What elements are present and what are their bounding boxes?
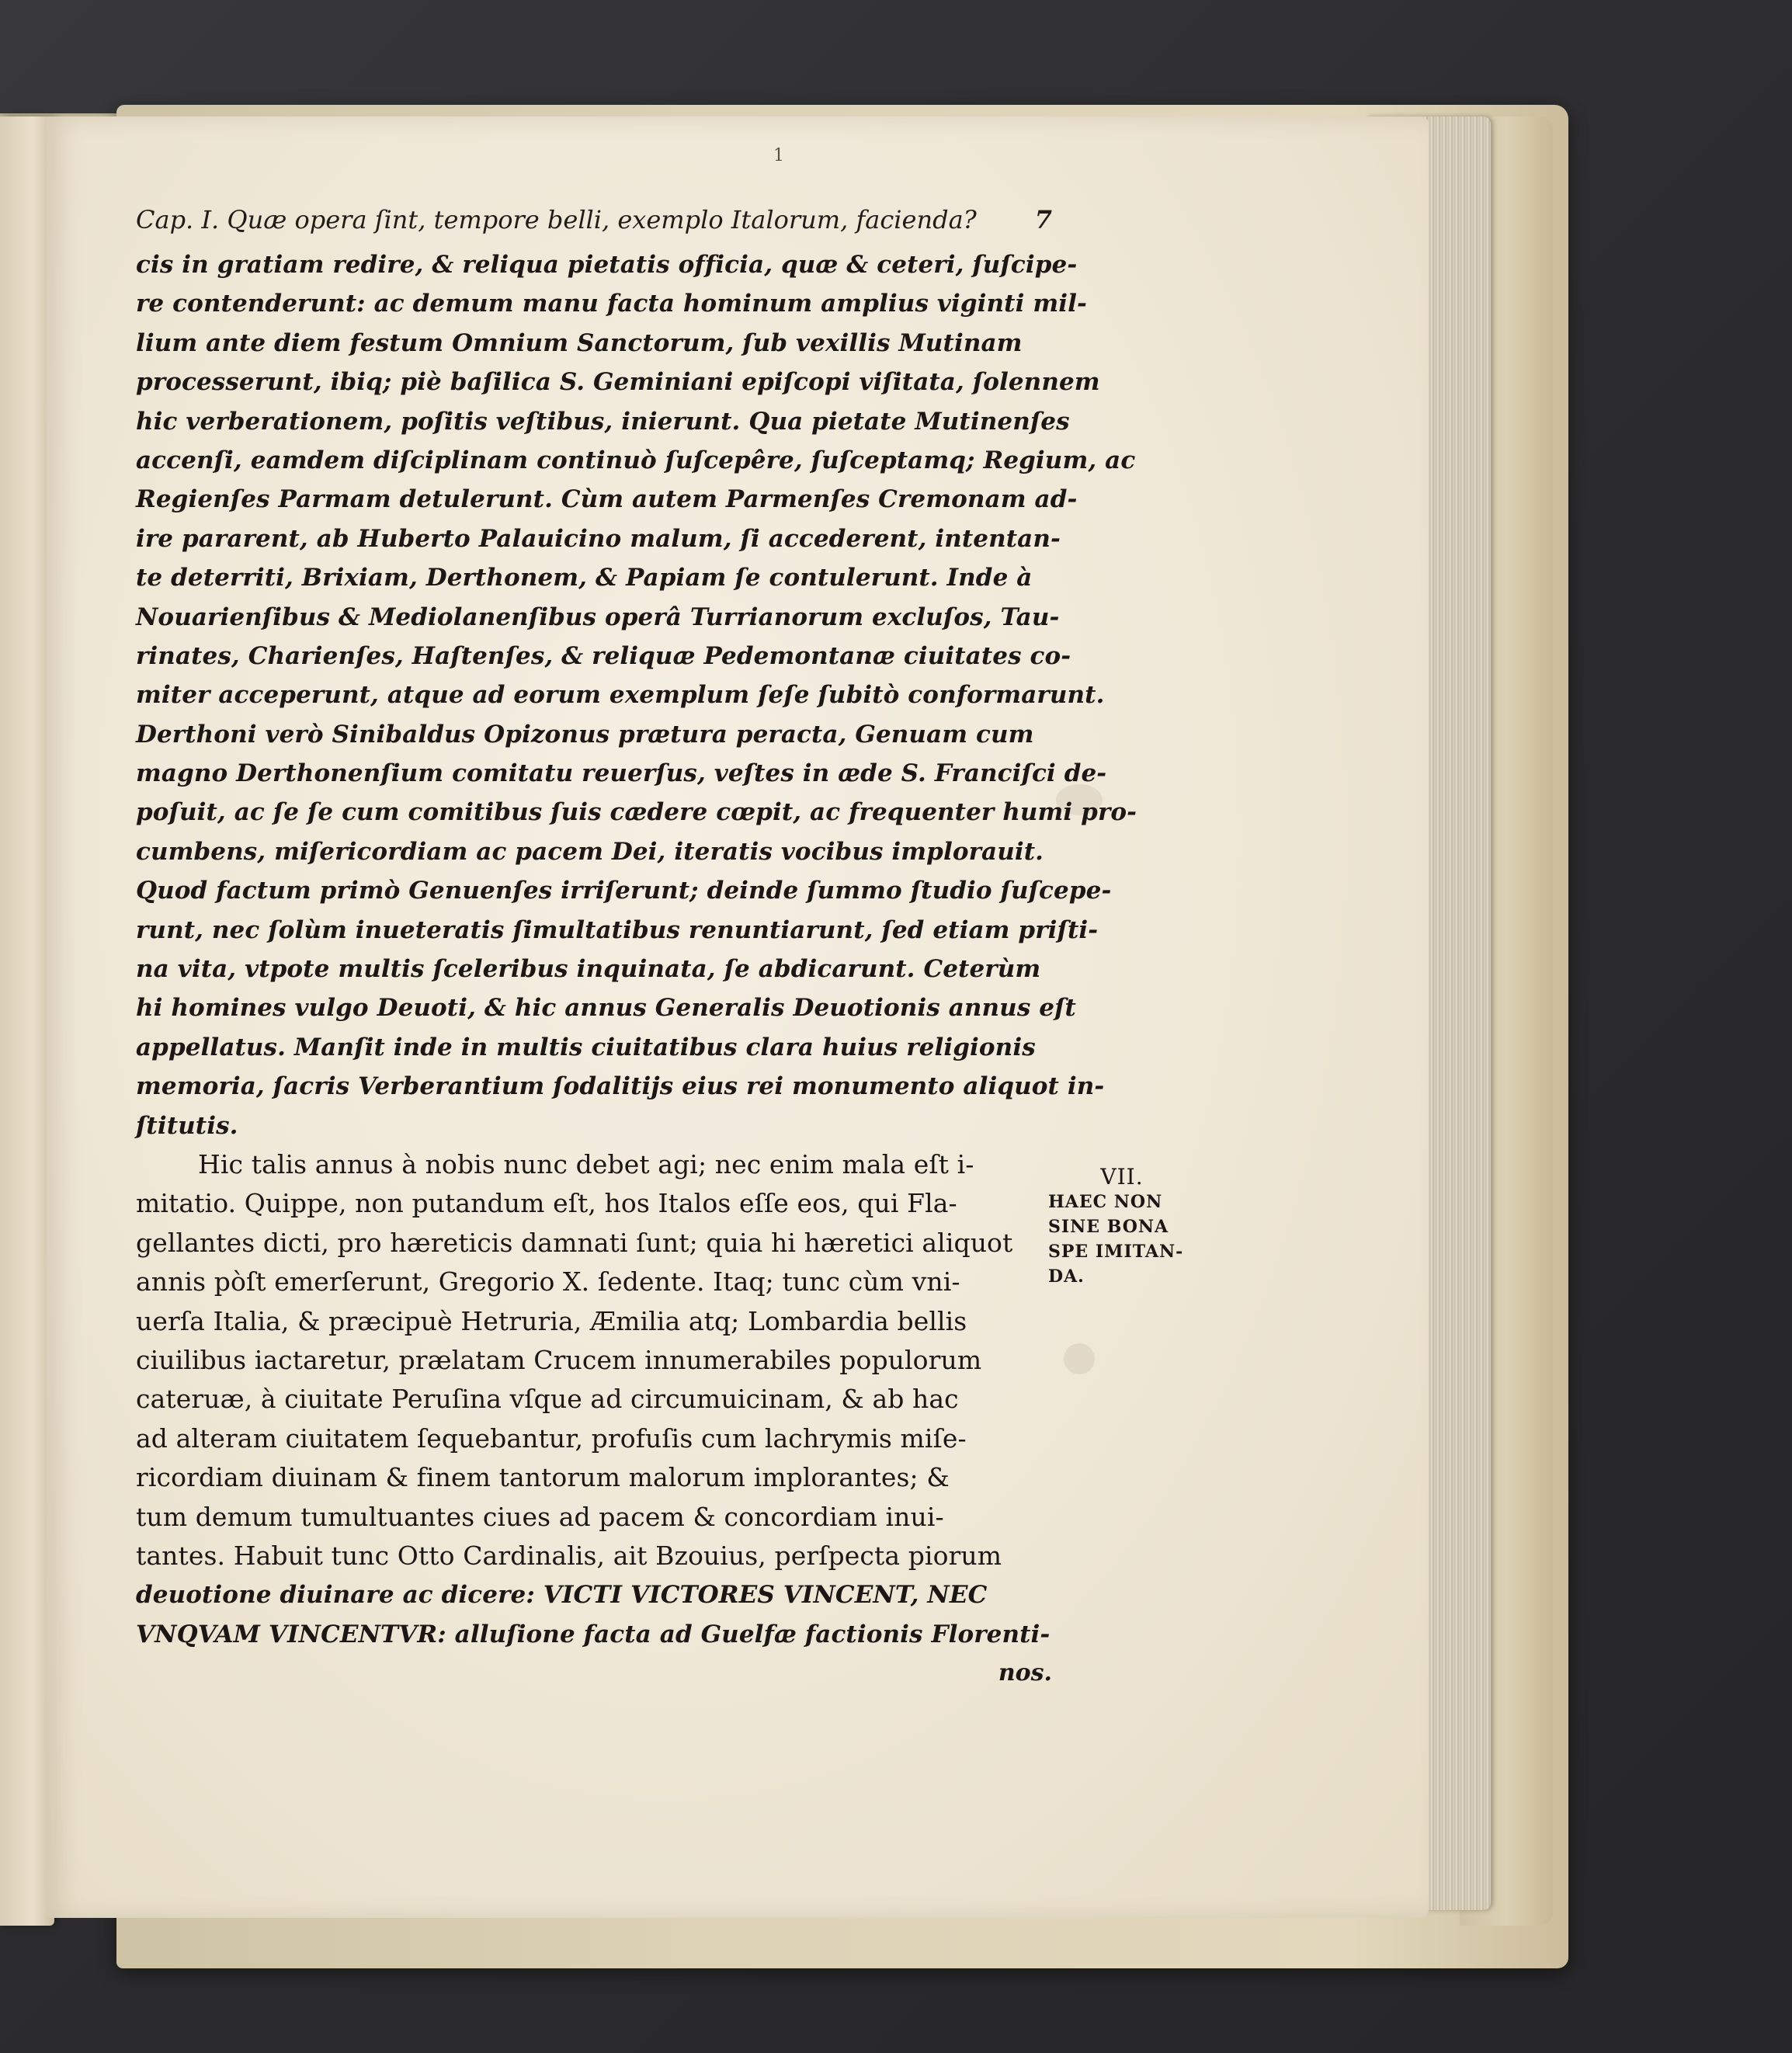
catchword: nos. bbox=[998, 1659, 1052, 1687]
text-line: ſtitutis. bbox=[136, 1111, 238, 1140]
text-line: lium ante diem festum Omnium Sanctorum, ſub vexillis Mutinam bbox=[136, 328, 1023, 357]
text-line: ciuilibus iactaretur, prælatam Crucem innumerabiles populorum bbox=[136, 1344, 982, 1375]
text-line: hic verberationem, poſitis veſtibus, inierunt. Qua pietate Mutinenſes bbox=[136, 407, 1070, 436]
text-line: processerunt, ibiq; piè baſilica S. Geminiani epiſcopi viſitata, ſolennem bbox=[136, 368, 1100, 397]
text-line: gellantes dicti, pro hæreticis damnati ſunt; quia hi hæretici aliquot bbox=[136, 1227, 1013, 1258]
text-line: ire pararent, ab Huberto Palauicino malum, ſi accederent, intentan- bbox=[136, 524, 1061, 553]
text-line: Derthoni verò Sinibaldus Opizonus prætura peracta, Genuam cum bbox=[136, 720, 1034, 749]
text-line: runt, nec ſolùm inueteratis ſimultatibus renuntiarunt, ſed etiam priſti- bbox=[136, 915, 1099, 944]
text-line: memoria, ſacris Verberantium ſodalitijs eius rei monumento aliquot in- bbox=[136, 1072, 1105, 1101]
text-line: tantes. Habuit tunc Otto Cardinalis, ait Bzouius, perſpecta piorum bbox=[136, 1540, 1002, 1571]
top-mark: 1 bbox=[773, 146, 784, 165]
text-line: na vita, vtpote multis ſceleribus inquinata, ſe abdicarunt. Ceterùm bbox=[136, 955, 1041, 984]
text-line: te deterriti, Brixiam, Derthonem, & Papiam ſe contulerunt. Inde à bbox=[136, 564, 1033, 592]
text-line: uerſa Italia, & præcipuè Hetruria, Æmilia atq; Lombardia bellis bbox=[136, 1305, 967, 1336]
text-line: cumbens, miſericordiam ac pacem Dei, iteratis vocibus implorauit. bbox=[136, 837, 1044, 866]
text-line: rinates, Charienſes, Haſtenſes, & reliquæ Pedemontanæ ciuitates co- bbox=[136, 641, 1071, 670]
text-line: poſuit, ac ſe ſe cum comitibus ſuis cædere cœpit, ac frequenter humi pro- bbox=[136, 798, 1137, 827]
text-line: ad alteram ciuitatem ſequebantur, profuſis cum lachrymis miſe- bbox=[136, 1423, 967, 1454]
page-number: 7 bbox=[1034, 205, 1052, 234]
text-line: annis pòſt emerſerunt, Gregorio X. ſedente. Itaq; tunc cùm vni- bbox=[136, 1266, 960, 1297]
text-line: cateruæ, à ciuitate Peruſina vſque ad circumuicinam, & ab hac bbox=[136, 1384, 959, 1415]
margin-note-number: VII. bbox=[1100, 1164, 1144, 1190]
ink-smudge bbox=[1064, 1343, 1095, 1374]
text-line: deuotione diuinare ac dicere: VICTI VICTORES VINCENT, NEC bbox=[136, 1581, 988, 1610]
text-line: hi homines vulgo Deuoti, & hic annus Generalis Deuotionis annus eſt bbox=[136, 994, 1076, 1023]
text-line: miter acceperunt, atque ad eorum exemplum ſeſe ſubitò conformarunt. bbox=[136, 681, 1105, 710]
text-line: tum demum tumultuantes ciues ad pacem & concordiam inui- bbox=[136, 1501, 944, 1532]
running-title: Cap. I. Quæ opera ſint, tempore belli, exemplo Italorum, facienda? bbox=[136, 205, 977, 234]
text-line: accenſi, eamdem diſciplinam continuò ſuſcepêre, ſuſceptamq; Regium, ac bbox=[136, 446, 1136, 474]
text-line: ricordiam diuinam & finem tantorum malorum implorantes; & bbox=[136, 1462, 950, 1493]
margin-note-line: SPE IMITAN- bbox=[1048, 1242, 1184, 1262]
margin-note-line: DA. bbox=[1048, 1266, 1085, 1287]
text-line: cis in gratiam redire, & reliqua pietatis officia, quæ & ceteri, ſuſcipe- bbox=[136, 251, 1078, 279]
text-line: magno Derthonenſium comitatu reuerſus, veſtes in æde S. Franciſci de- bbox=[136, 759, 1107, 788]
text-line: re contenderunt: ac demum manu facta hominum amplius viginti mil- bbox=[136, 290, 1087, 318]
text-line: mitatio. Quippe, non putandum eſt, hos Italos eſſe eos, qui Fla- bbox=[136, 1188, 957, 1219]
text-line: Nouarienſibus & Mediolanenſibus operâ Turrianorum excluſos, Tau- bbox=[136, 603, 1060, 631]
text-line: Hic talis annus à nobis nunc debet agi; nec enim mala eſt i- bbox=[198, 1148, 974, 1179]
text-line: appellatus. Manſit inde in multis ciuitatibus clara huius religionis bbox=[136, 1033, 1036, 1061]
text-line: Quod factum primò Genuenſes irriſerunt; deinde ſummo ſtudio ſuſcepe- bbox=[136, 877, 1112, 905]
margin-note-text bbox=[1048, 1190, 1183, 1289]
running-header bbox=[136, 200, 1052, 245]
margin-note-line: HAEC NON bbox=[1048, 1192, 1163, 1212]
text-line: VNQVAM VINCENTVR: alluſione facta ad Guelfæ factionis Florenti- bbox=[136, 1620, 1051, 1648]
text-line: Regienſes Parmam detulerunt. Cùm autem Parmenſes Cremonam ad- bbox=[136, 485, 1078, 514]
margin-note-line: SINE BONA bbox=[1048, 1217, 1169, 1237]
margin-note bbox=[1048, 1165, 1183, 1289]
